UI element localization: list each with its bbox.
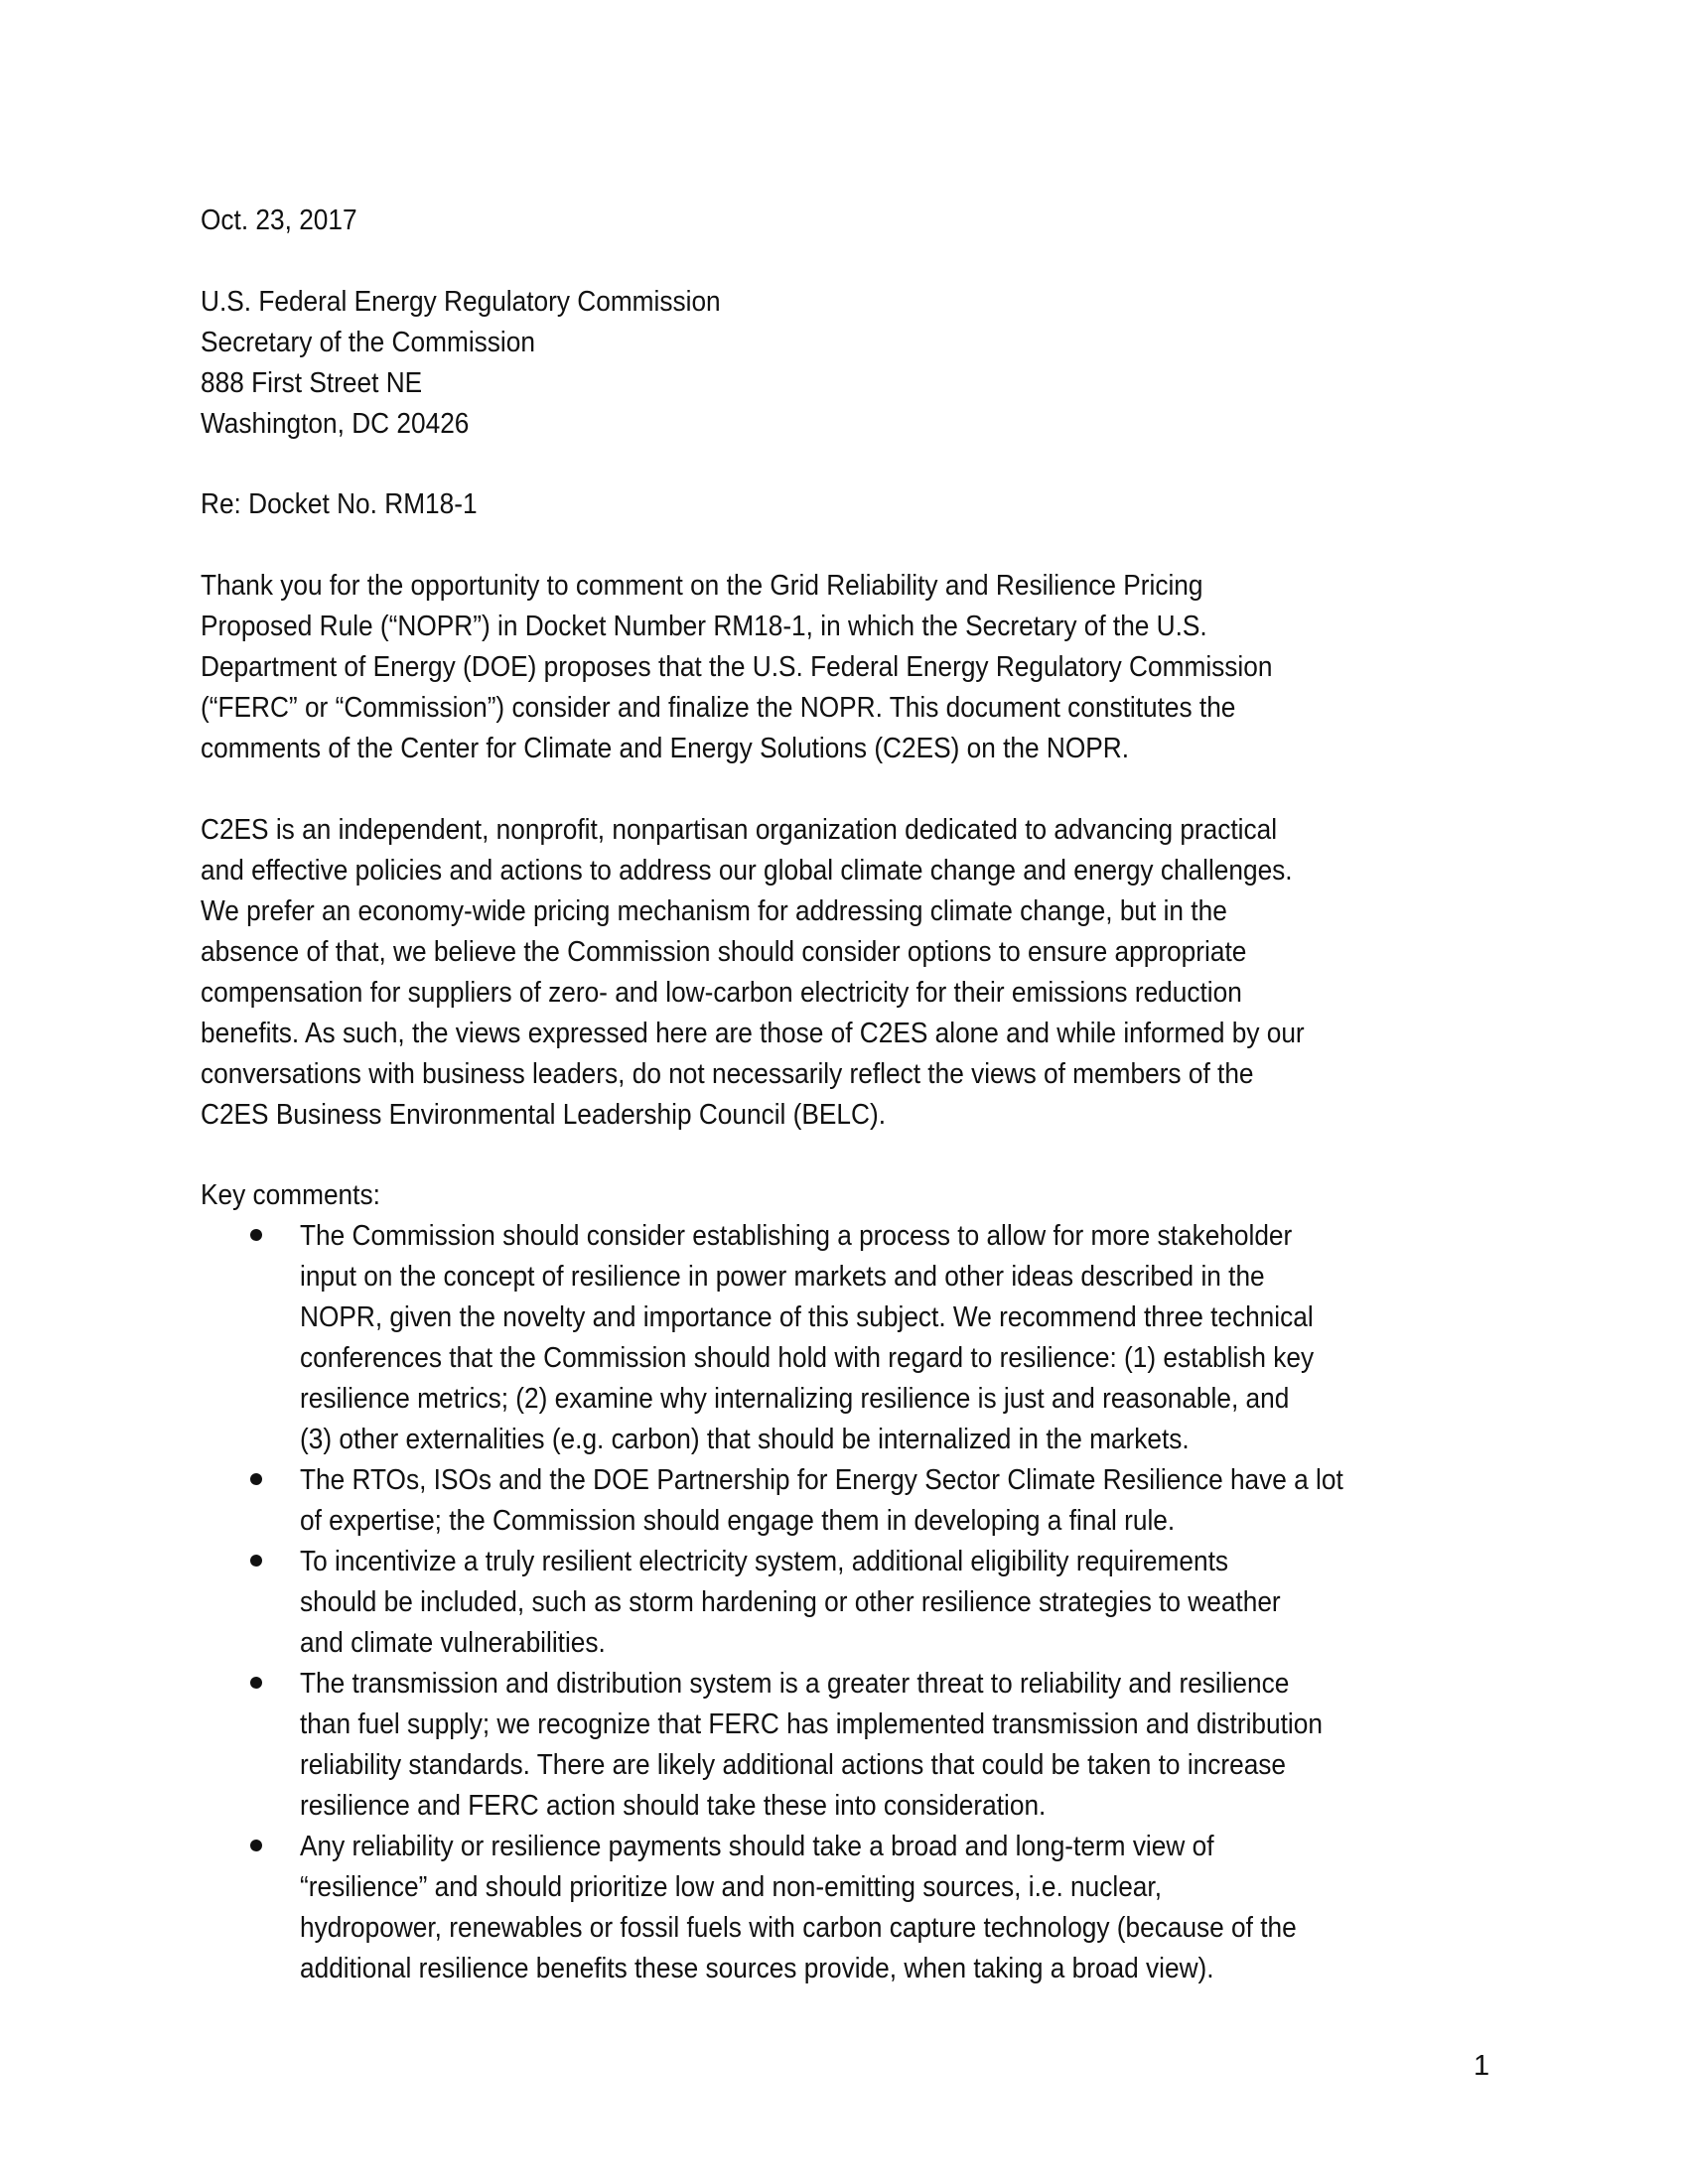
bullet-icon — [250, 1677, 262, 1689]
about-paragraph-line: We prefer an economy-wide pricing mechanism for addressing climate change, but in the — [201, 895, 1227, 927]
key-comment-line: resilience and FERC action should take these into consideration. — [300, 1790, 1047, 1822]
about-paragraph-line: conversations with business leaders, do not necessarily reflect the views of members of the — [201, 1058, 1254, 1090]
key-comment-line: additional resilience benefits these sources provide, when taking a broad view). — [300, 1953, 1214, 1984]
key-comment-line: The Commission should consider establishing a process to allow for more stakeholder — [300, 1220, 1293, 1252]
key-comment-line: reliability standards. There are likely additional actions that could be taken to increase — [300, 1749, 1287, 1781]
key-comment-line: (3) other externalities (e.g. carbon) that should be internalized in the markets. — [300, 1424, 1190, 1455]
address-line-4: Washington, DC 20426 — [201, 408, 470, 440]
key-comment-line: conferences that the Commission should hold with regard to resilience: (1) establish key — [300, 1342, 1315, 1374]
key-comments-heading: Key comments: — [201, 1179, 380, 1211]
about-paragraph-line: benefits. As such, the views expressed here are those of C2ES alone and while informed by our — [201, 1018, 1305, 1049]
bullet-icon — [250, 1229, 262, 1241]
about-paragraph-line: absence of that, we believe the Commission should consider options to ensure appropriate — [201, 936, 1247, 968]
about-paragraph-line: and effective policies and actions to address our global climate change and energy challenges. — [201, 855, 1293, 887]
key-comment-line: To incentivize a truly resilient electricity system, additional eligibility requirements — [300, 1546, 1228, 1577]
key-comment-line: hydropower, renewables or fossil fuels with carbon capture technology (because of the — [300, 1912, 1297, 1944]
about-paragraph-line: C2ES is an independent, nonprofit, nonpartisan organization dedicated to advancing practical — [201, 814, 1278, 846]
address-line-2: Secretary of the Commission — [201, 327, 535, 358]
key-comment-line: Any reliability or resilience payments should take a broad and long-term view of — [300, 1831, 1214, 1862]
page-number: 1 — [1474, 2050, 1490, 2082]
intro-paragraph-line: comments of the Center for Climate and Energy Solutions (C2ES) on the NOPR. — [201, 733, 1130, 764]
letter-date: Oct. 23, 2017 — [201, 205, 357, 236]
intro-paragraph-line: Thank you for the opportunity to comment on the Grid Reliability and Resilience Pricing — [201, 570, 1203, 602]
bullet-icon — [250, 1840, 262, 1851]
address-line-3: 888 First Street NE — [201, 367, 423, 399]
key-comment-line: “resilience” and should prioritize low and non-emitting sources, i.e. nuclear, — [300, 1871, 1162, 1903]
key-comment-line: The transmission and distribution system is a greater threat to reliability and resilience — [300, 1668, 1290, 1700]
key-comment-line: of expertise; the Commission should engage them in developing a final rule. — [300, 1505, 1176, 1537]
about-paragraph-line: compensation for suppliers of zero- and low-carbon electricity for their emissions reduction — [201, 977, 1242, 1009]
key-comment-line: NOPR, given the novelty and importance of this subject. We recommend three technical — [300, 1301, 1314, 1333]
intro-paragraph-line: (“FERC” or “Commission”) consider and finalize the NOPR. This document constitutes the — [201, 692, 1236, 724]
key-comment-line: resilience metrics; (2) examine why internalizing resilience is just and reasonable, and — [300, 1383, 1290, 1415]
key-comment-line: and climate vulnerabilities. — [300, 1627, 606, 1659]
address-line-1: U.S. Federal Energy Regulatory Commission — [201, 286, 721, 318]
bullet-icon — [250, 1473, 262, 1485]
intro-paragraph-line: Department of Energy (DOE) proposes that the U.S. Federal Energy Regulatory Commission — [201, 651, 1273, 683]
about-paragraph-line: C2ES Business Environmental Leadership Council (BELC). — [201, 1099, 887, 1131]
intro-paragraph-line: Proposed Rule (“NOPR”) in Docket Number RM18-1, in which the Secretary of the U.S. — [201, 611, 1207, 642]
key-comment-line: than fuel supply; we recognize that FERC has implemented transmission and distribution — [300, 1708, 1323, 1740]
key-comment-line: The RTOs, ISOs and the DOE Partnership for Energy Sector Climate Resilience have a lot — [300, 1464, 1343, 1496]
key-comment-line: input on the concept of resilience in power markets and other ideas described in the — [300, 1261, 1265, 1293]
bullet-icon — [250, 1555, 262, 1567]
key-comment-line: should be included, such as storm hardening or other resilience strategies to weather — [300, 1586, 1281, 1618]
re-line: Re: Docket No. RM18-1 — [201, 488, 478, 520]
